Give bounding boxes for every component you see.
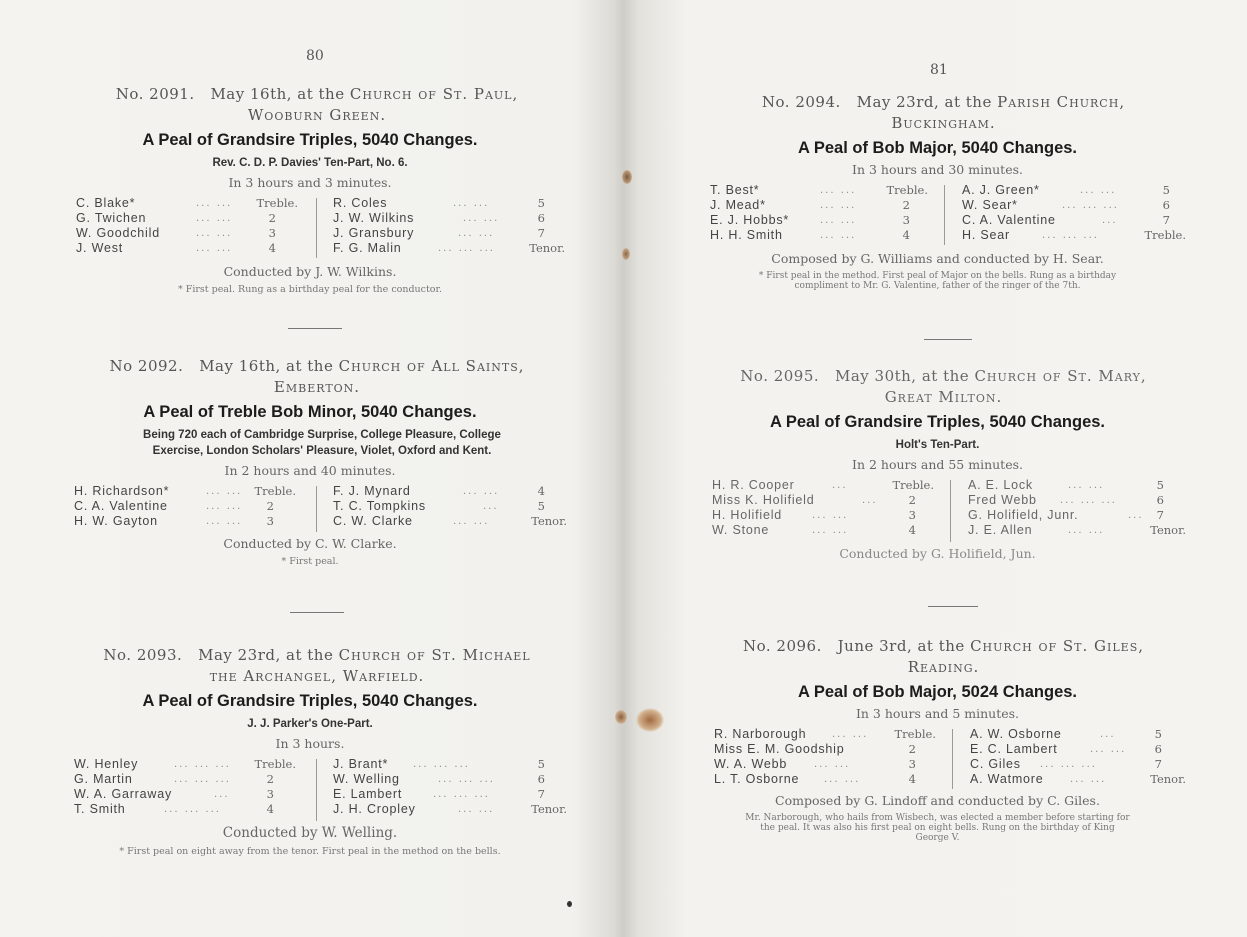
column-divider (952, 729, 953, 789)
ringers-left-column (712, 478, 934, 538)
peal-number: No. 2093. (103, 646, 183, 664)
peal-title: A Peal of Grandsire Triples, 5040 Changes. (142, 131, 478, 149)
footnote: * First peal. Rung as a birthday peal for the conductor. (177, 284, 443, 295)
ringer-row: Miss K. Holifield ... 2 (712, 493, 916, 507)
place-name: the Archangel, Warfield. (209, 667, 425, 685)
ringer-row: C. W. Clarke ... ... Tenor. (333, 514, 567, 528)
ringers-table (628, 727, 1247, 791)
peal-heading (0, 84, 620, 126)
ringer-row: J. W. Wilkins ... ... 6 (333, 211, 545, 225)
peal-heading (0, 645, 620, 687)
ringer-row: F. G. Malin ... ... ... Tenor. (333, 241, 565, 255)
footnote: Mr. Narborough, who hails from Wisbech, was elected a member before starting for the peal. It was also his first peal on eight bells. Rung on the birthday of King George V. (745, 813, 1130, 843)
duration: In 3 hours. (275, 736, 345, 751)
column-divider (316, 486, 317, 532)
peal-date: June 3rd, at the (837, 637, 965, 655)
ringer-row: W. Stone ... ... 4 (712, 523, 916, 537)
peal-heading (0, 356, 620, 398)
ringer-row: W. Goodchild ... ... 3 (76, 226, 276, 240)
section-rule (928, 606, 978, 607)
ringers-right-column (970, 727, 1186, 787)
ringer-row: Miss E. M. Goodship 2 (714, 742, 916, 756)
page-number: 80 (306, 48, 324, 64)
ringer-row: C. Blake* ... ... Treble. (76, 196, 298, 210)
ringer-row: L. T. Osborne ... ... 4 (714, 772, 916, 786)
ringers-right-column (968, 478, 1186, 538)
church-name: Church of All Saints, (338, 357, 525, 375)
peal-number: No 2092. (109, 357, 184, 375)
ringer-row: F. J. Mynard ... ... 4 (333, 484, 545, 498)
ringers-right-column (333, 757, 567, 817)
left-page (0, 0, 620, 937)
ringers-table (0, 484, 620, 532)
ringer-row: H. R. Cooper ... Treble. (712, 478, 934, 492)
peal-2094 (628, 92, 1247, 291)
ringers-right-column (333, 196, 565, 256)
peal-number: No. 2094. (761, 93, 841, 111)
section-rule (290, 612, 344, 613)
peal-number: No. 2091. (115, 85, 195, 103)
ringer-row: G. Martin ... ... ... 2 (74, 772, 274, 786)
peal-date: May 23rd, at the (198, 646, 334, 664)
ringer-row: Fred Webb ... ... ... 6 (968, 493, 1164, 507)
footnote: * First peal. (281, 556, 339, 567)
place-name: Buckingham. (891, 114, 996, 132)
church-name: Church of St. Michael (338, 646, 531, 664)
ringer-row: T. Smith ... ... ... 4 (74, 802, 274, 816)
composition: Rev. C. D. P. Davies' Ten-Part, No. 6. (212, 157, 408, 169)
section-rule (924, 339, 972, 340)
ringer-row: H. Richardson* ... ... Treble. (74, 484, 296, 498)
duration: In 2 hours and 40 minutes. (224, 463, 396, 478)
column-divider (950, 480, 951, 542)
right-page (628, 0, 1247, 937)
footnote: * First peal on eight away from the tenor. First peal in the method on the bells. (119, 846, 501, 857)
peal-date: May 16th, at the (210, 85, 345, 103)
ringers-right-column (333, 484, 567, 529)
section-rule (288, 328, 342, 329)
ringer-row: J. Mead* ... ... 2 (710, 198, 910, 212)
ringer-row: T. Best* ... ... Treble. (710, 183, 928, 197)
place-name: Reading. (907, 658, 980, 676)
column-divider (316, 198, 317, 258)
peal-number: No. 2095. (740, 367, 820, 385)
peal-heading (628, 92, 1247, 134)
peal-date: May 16th, at the (199, 357, 334, 375)
peal-2095 (628, 366, 1247, 561)
place-name: Emberton. (273, 378, 361, 396)
composition: Holt's Ten-Part. (895, 439, 980, 451)
page-number: 81 (930, 62, 948, 78)
ringer-row: A. Watmore ... ... Tenor. (970, 772, 1186, 786)
ringer-row: J. H. Cropley ... ... Tenor. (333, 802, 567, 816)
ringer-row: C. A. Valentine ... 7 (962, 213, 1170, 227)
ringer-row: W. Sear* ... ... ... 6 (962, 198, 1170, 212)
conductor-line: Conducted by W. Welling. (222, 825, 398, 841)
column-divider (944, 185, 945, 245)
peal-date: May 30th, at the (834, 367, 970, 385)
ringers-table (628, 478, 1247, 542)
ringer-row: W. Welling ... ... ... 6 (333, 772, 545, 786)
peal-title: A Peal of Bob Major, 5040 Changes. (797, 139, 1078, 157)
peal-2092 (0, 356, 620, 567)
ringer-row: T. C. Tompkins ... 5 (333, 499, 545, 513)
ringer-row: A. W. Osborne ... 5 (970, 727, 1162, 741)
place-name: Wooburn Green. (247, 106, 387, 124)
ringers-left-column (710, 183, 932, 243)
ringers-left-column (76, 196, 302, 256)
ringer-row: J. Gransbury ... ... 7 (333, 226, 545, 240)
ringer-row: H. Holifield ... ... 3 (712, 508, 916, 522)
ringers-left-column (714, 727, 936, 787)
church-name: Church of St. Giles, (970, 637, 1145, 655)
peal-number: No. 2096. (742, 637, 822, 655)
ringer-row: H. Sear ... ... ... Treble. (962, 228, 1186, 242)
ringer-row: C. Giles ... ... ... 7 (970, 757, 1162, 771)
peal-title: A Peal of Treble Bob Minor, 5040 Changes. (143, 403, 477, 421)
peal-title: A Peal of Grandsire Triples, 5040 Changes. (142, 692, 478, 710)
conductor-line: Composed by G. Lindoff and conducted by C. Giles. (775, 793, 1100, 808)
ringer-row: E. J. Hobbs* ... ... 3 (710, 213, 910, 227)
peal-heading (628, 366, 1247, 408)
ringer-row: H. W. Gayton ... ... 3 (74, 514, 274, 528)
peal-title: A Peal of Grandsire Triples, 5040 Changes. (769, 413, 1106, 431)
ringer-row: J. West ... ... 4 (76, 241, 276, 255)
ringer-row: R. Coles ... ... 5 (333, 196, 545, 210)
ringers-table (0, 757, 620, 821)
ringer-row: R. Narborough ... ... Treble. (714, 727, 936, 741)
ringer-row: W. Henley ... ... ... Treble. (74, 757, 296, 771)
peal-2096 (628, 636, 1247, 843)
ringer-row: G. Holifield, Junr. ... 7 (968, 508, 1164, 522)
column-divider (316, 759, 317, 821)
conductor-line: Composed by G. Williams and conducted by H. Sear. (771, 251, 1104, 266)
ringer-row: A. E. Lock ... ... 5 (968, 478, 1164, 492)
peal-date: May 23rd, at the (856, 93, 992, 111)
ringer-row: E. C. Lambert ... ... 6 (970, 742, 1162, 756)
church-name: Church of St. Mary, (974, 367, 1147, 385)
ringers-table (628, 183, 1247, 247)
duration: In 3 hours and 5 minutes. (855, 706, 1020, 721)
church-name: Church of St. Paul, (349, 85, 519, 103)
composition: Being 720 each of Cambridge Surprise, College Pleasure, College Exercise, London Scholars' Pleasure, Violet, Oxford and Kent. (143, 429, 501, 457)
conductor-line: Conducted by G. Holifield, Jun. (839, 546, 1036, 561)
footnote: * First peal in the method. First peal of Major on the bells. Rung as a birthday compliment to Mr. G. Valentine, father of the ringer of the 7th. (758, 271, 1117, 291)
peal-title: A Peal of Bob Major, 5024 Changes. (797, 683, 1078, 701)
composition: J. J. Parker's One-Part. (247, 718, 373, 730)
ringer-row: W. A. Garraway ... 3 (74, 787, 274, 801)
ringers-left-column (74, 484, 300, 529)
ringer-row: C. A. Valentine ... ... 2 (74, 499, 274, 513)
duration: In 3 hours and 30 minutes. (852, 162, 1023, 177)
ringer-row: G. Twichen ... ... 2 (76, 211, 276, 225)
ringer-row: H. H. Smith ... ... 4 (710, 228, 910, 242)
ringer-row: E. Lambert ... ... ... 7 (333, 787, 545, 801)
conductor-line: Conducted by J. W. Wilkins. (223, 264, 397, 279)
church-name: Parish Church, (997, 93, 1126, 111)
ringers-left-column (74, 757, 300, 817)
ringer-row: J. Brant* ... ... ... 5 (333, 757, 545, 771)
conductor-line: Conducted by C. W. Clarke. (223, 536, 397, 551)
peal-2091 (0, 84, 620, 295)
ringers-right-column (962, 183, 1186, 243)
place-name: Great Milton. (884, 388, 1003, 406)
peal-2093 (0, 645, 620, 857)
duration: In 3 hours and 3 minutes. (228, 175, 392, 190)
ringers-table (0, 196, 620, 260)
ringer-row: J. E. Allen ... ... Tenor. (968, 523, 1186, 537)
ringer-row: A. J. Green* ... ... 5 (962, 183, 1170, 197)
peal-heading (628, 636, 1247, 678)
duration: In 2 hours and 55 minutes. (852, 457, 1023, 472)
ringer-row: W. A. Webb ... ... 3 (714, 757, 916, 771)
